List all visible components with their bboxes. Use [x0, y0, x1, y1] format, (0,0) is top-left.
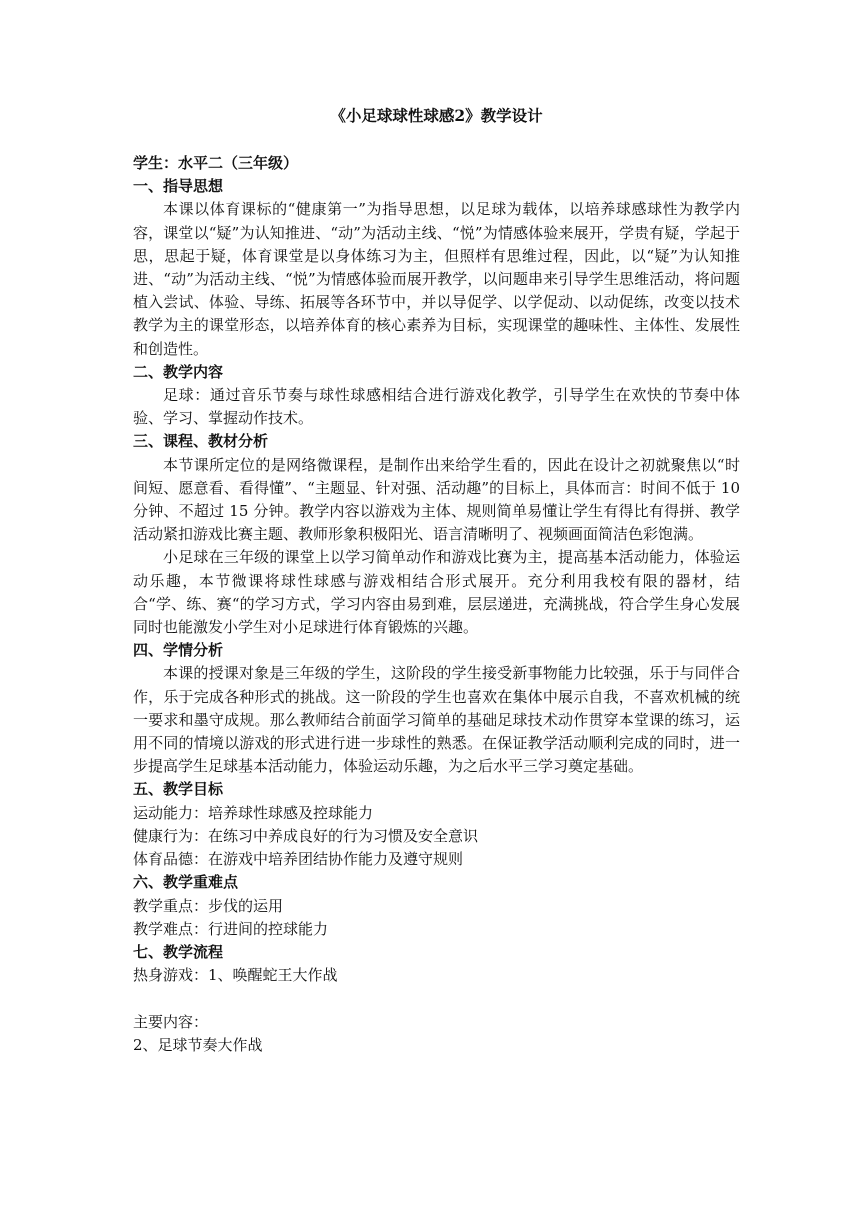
goal-motor-ability: 运动能力：培养球性球感及控球能力	[133, 803, 374, 822]
section-heading-teaching-content: 二、教学内容	[133, 362, 224, 381]
document-title: 《小足球球性球感2》教学设计	[330, 106, 543, 125]
difficult-point: 教学难点：行进间的控球能力	[133, 919, 329, 938]
goal-sports-ethics: 体育品德：在游戏中培养团结协作能力及遵守规则	[133, 850, 464, 869]
section-heading-guiding-idea: 一、指导思想	[133, 177, 224, 196]
section-heading-teaching-process: 七、教学流程	[133, 942, 224, 961]
blank-line	[133, 987, 740, 1010]
section-heading-course-analysis: 三、课程、教材分析	[133, 432, 269, 451]
guiding-idea-paragraph: 本课以体育课标的“健康第一”为指导思想，以足球为载体，以培养球感球性为教学内容，课堂以“疑”为认知推进、“动”为活动主线、“悦”为情感体验来展开，学贵有疑，学起于思，思起于疑，体育课堂是以身体练习为主，但照样有思维过程，因此，以“疑”为认知推进、“动”为活动主线、“悦”为情感体验而展开教学，以问题串来引导学生思维活动，将问题植入尝试、体验、导练、拓展等各环节中，并以导促学、以学促动、以动促练，改变以技术教学为主的课堂形态，以培养体育的核心素养为目标，实现课堂的趣味性、主体性、发展性和创造性。	[133, 200, 740, 358]
teaching-content-paragraph: 足球：通过音乐节奏与球性球感相结合进行游戏化教学，引导学生在欢快的节奏中体验、学习、掌握动作技术。	[133, 386, 740, 428]
process-item-2: 2、足球节奏大作战	[133, 1035, 263, 1054]
section-heading-key-points: 六、教学重难点	[133, 873, 239, 892]
section-heading-student-analysis: 四、学情分析	[133, 641, 224, 660]
goal-health-behavior: 健康行为：在练习中养成良好的行为习惯及安全意识	[133, 826, 479, 845]
process-main-content-label: 主要内容：	[133, 1012, 209, 1031]
process-warmup: 热身游戏：1、唤醒蛇王大作战	[133, 966, 338, 985]
course-analysis-paragraph-2: 小足球在三年级的课堂上以学习简单动作和游戏比赛为主，提高基本活动能力，体验运动乐趣，本节微课将球性球感与游戏相结合形式展开。充分利用我校有限的器材，结合“学、练、赛“的学习方式，学习内容由易到难，层层递进，充满挑战，符合学生身心发展同时也能激发小学生对小足球进行体育锻炼的兴趣。	[133, 548, 740, 637]
course-analysis-paragraph-1: 本节课所定位的是网络微课程，是制作出来给学生看的，因此在设计之初就聚焦以“时间短、愿意看、看得懂”、“主题显、针对强、活动趣”的目标上，具体而言：时间不低于 10 分钟、不超过 15 分钟。教学内容以游戏为主体、规则简单易懂让学生有得比有得拼、教学活动紧扣游戏比赛主题、教师形象积极阳光、语言清晰明了、视频画面简洁色彩饱满。	[133, 455, 740, 544]
section-heading-teaching-goals: 五、教学目标	[133, 780, 224, 799]
document-page	[133, 104, 740, 1057]
student-level: 学生：水平二（三年级）	[133, 154, 299, 172]
key-point: 教学重点：步伐的运用	[133, 896, 284, 915]
student-analysis-paragraph: 本课的授课对象是三年级的学生，这阶段的学生接受新事物能力比较强，乐于与同伴合作，乐于完成各种形式的挑战。这一阶段的学生也喜欢在集体中展示自我，不喜欢机械的统一要求和墨守成规。那么教师结合前面学习简单的基础足球技术动作贯穿本堂课的练习，运用不同的情境以游戏的形式进行进一步球性的熟悉。在保证教学活动顺利完成的同时，进一步提高学生足球基本活动能力，体验运动乐趣，为之后水平三学习奠定基础。	[133, 664, 740, 776]
